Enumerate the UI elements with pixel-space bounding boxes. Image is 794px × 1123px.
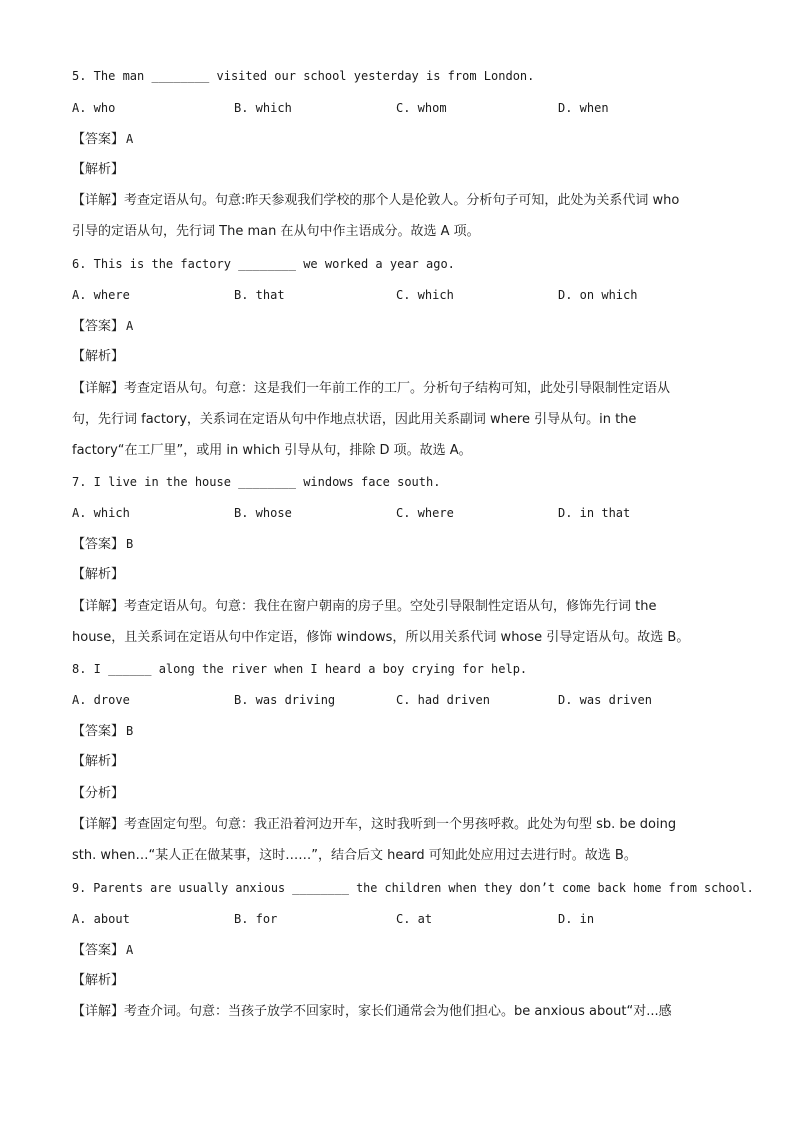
question-stem: 8. I ______ along the river when I heard a boy crying for help. xyxy=(72,662,528,676)
option-a: A. where xyxy=(72,288,130,302)
detail-line: 【详解】考查定语从句。句意：这是我们一年前工作的工厂。分析句子结构可知，此处引导限制性定语从 xyxy=(72,381,671,396)
option-d: D. in that xyxy=(558,506,631,520)
question-stem: 5. The man ________ visited our school yesterday is from London. xyxy=(72,69,535,83)
analysis-tag: 【解析】 xyxy=(72,162,125,177)
answer-tag: 【答案】 xyxy=(72,943,125,958)
detail-line: 【详解】考查定语从句。句意:昨天参观我们学校的那个人是伦敦人。分析句子可知，此处为关系代词 who xyxy=(72,193,680,208)
option-row xyxy=(72,911,732,927)
question-stem: 9. Parents are usually anxious ________ the children when they don’t come back home from school. xyxy=(72,881,754,895)
detail-line: 【详解】考查介词。句意：当孩子放学不回家时，家长们通常会为他们担心。be anxious about“对...感 xyxy=(72,1004,672,1019)
answer-value: B xyxy=(126,537,134,551)
analysis-tag: 【解析】 xyxy=(72,567,125,582)
answer-line xyxy=(72,723,133,740)
option-row xyxy=(72,505,732,521)
option-c: C. at xyxy=(396,912,433,926)
answer-value: A xyxy=(126,319,134,333)
detail-line: 句，先行词 factory，关系词在定语从句中作地点状语，因此用关系副词 where 引导从句。in the xyxy=(72,412,637,427)
answer-tag: 【答案】 xyxy=(72,724,125,739)
option-d: D. when xyxy=(558,101,609,115)
answer-tag: 【答案】 xyxy=(72,319,125,334)
option-a: A. drove xyxy=(72,693,130,707)
answer-line xyxy=(72,942,133,959)
option-c: C. where xyxy=(396,506,454,520)
question-stem: 6. This is the factory ________ we worked a year ago. xyxy=(72,257,455,271)
option-d: D. was driven xyxy=(558,693,652,707)
answer-value: A xyxy=(126,943,134,957)
analysis-tag: 【解析】 xyxy=(72,349,125,364)
option-a: A. who xyxy=(72,101,116,115)
option-row xyxy=(72,287,732,303)
option-c: C. whom xyxy=(396,101,447,115)
analysis-tag: 【解析】 xyxy=(72,973,125,988)
answer-line xyxy=(72,131,133,148)
analysis-tag: 【解析】 xyxy=(72,754,125,769)
option-a: A. about xyxy=(72,912,130,926)
option-d: D. in xyxy=(558,912,595,926)
detail-line: sth. when…“某人正在做某事，这时……”，结合后文 heard 可知此处应用过去进行时。故选 B。 xyxy=(72,848,637,863)
answer-tag: 【答案】 xyxy=(72,132,125,147)
question-stem: 7. I live in the house ________ windows face south. xyxy=(72,475,441,489)
answer-line xyxy=(72,536,133,553)
option-b: B. was driving xyxy=(234,693,336,707)
option-c: C. had driven xyxy=(396,693,490,707)
answer-line xyxy=(72,318,133,335)
option-row xyxy=(72,100,732,116)
breakdown-tag: 【分析】 xyxy=(72,786,125,801)
option-b: B. which xyxy=(234,101,292,115)
answer-value: B xyxy=(126,724,134,738)
option-a: A. which xyxy=(72,506,130,520)
option-b: B. for xyxy=(234,912,278,926)
detail-line: 【详解】考查固定句型。句意：我正沿着河边开车，这时我听到一个男孩呼救。此处为句型 sb. be doing xyxy=(72,817,677,832)
detail-line: factory“在工厂里”，或用 in which 引导从句，排除 D 项。故选 A。 xyxy=(72,443,472,458)
option-b: B. that xyxy=(234,288,285,302)
answer-tag: 【答案】 xyxy=(72,537,125,552)
detail-line: 引导的定语从句，先行词 The man 在从句中作主语成分。故选 A 项。 xyxy=(72,224,480,239)
option-row xyxy=(72,692,732,708)
detail-line: house，且关系词在定语从句中作定语，修饰 windows，所以用关系代词 whose 引导定语从句。故选 B。 xyxy=(72,630,690,645)
option-b: B. whose xyxy=(234,506,292,520)
option-c: C. which xyxy=(396,288,454,302)
option-d: D. on which xyxy=(558,288,638,302)
detail-line: 【详解】考查定语从句。句意：我住在窗户朝南的房子里。空处引导限制性定语从句，修饰先行词 the xyxy=(72,599,657,614)
answer-value: A xyxy=(126,132,134,146)
